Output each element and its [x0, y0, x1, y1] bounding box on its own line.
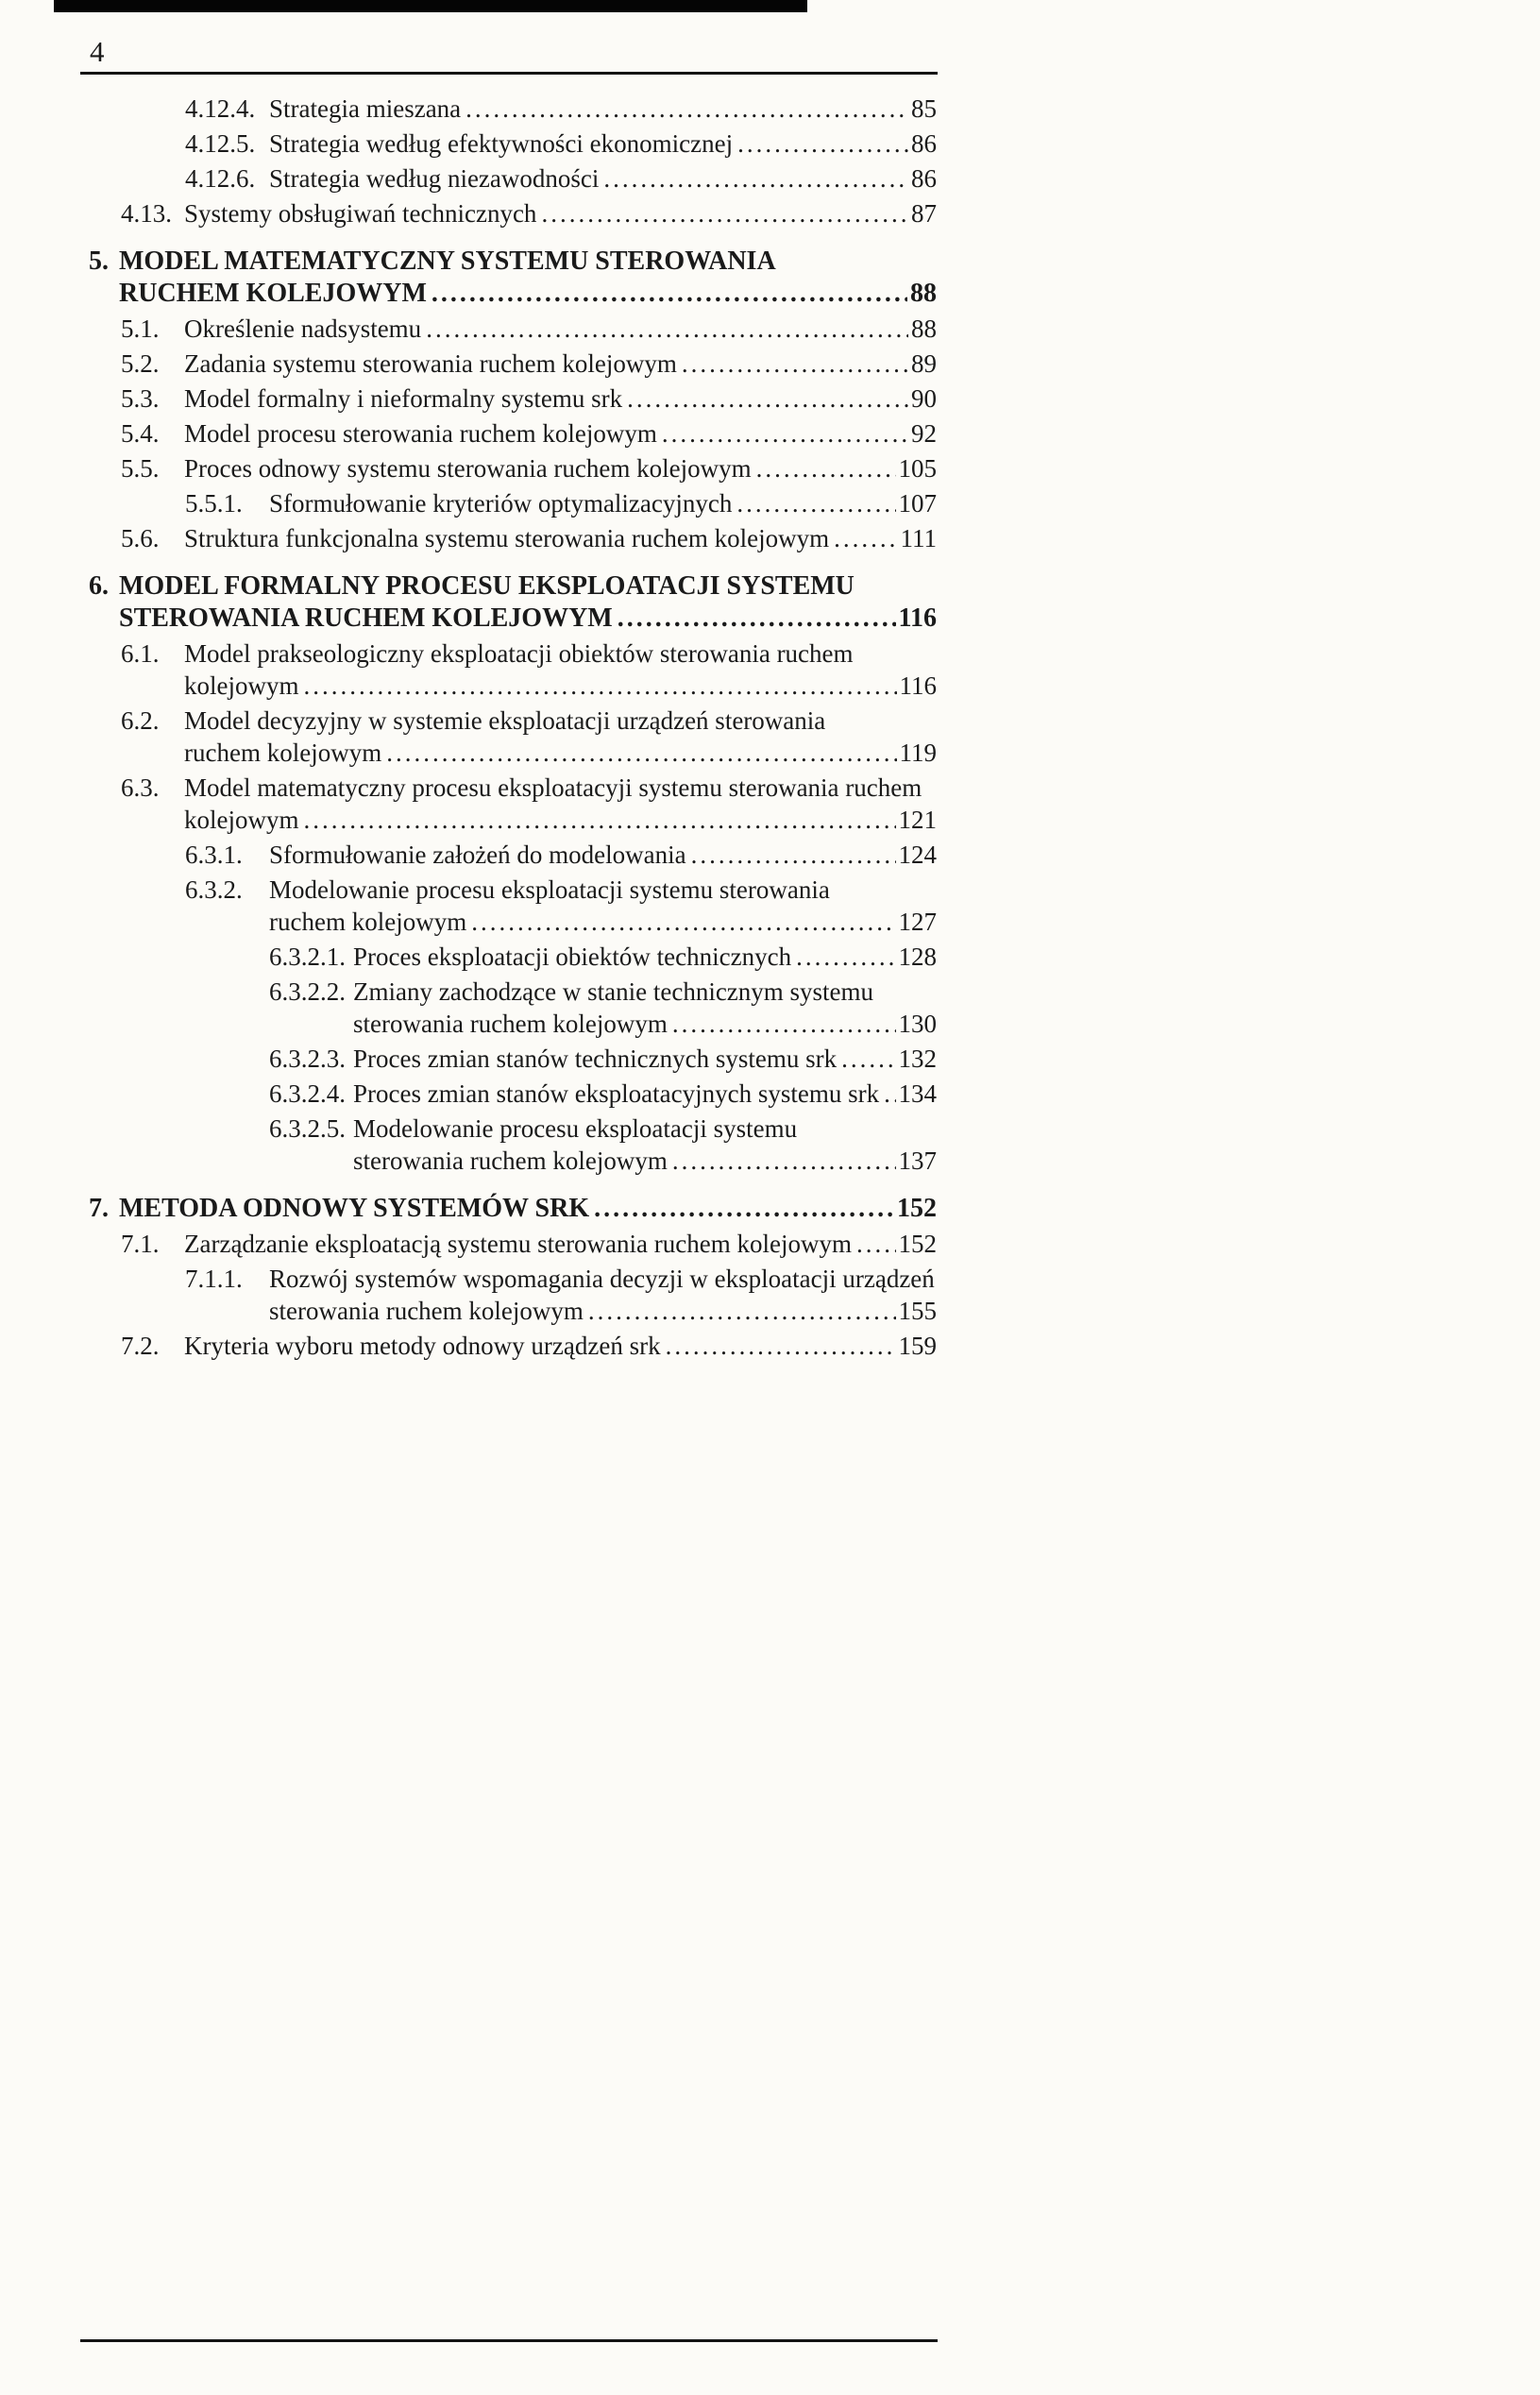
entry-number: 5.3. [121, 384, 160, 413]
entry-lastline [353, 1043, 937, 1075]
entry-title: Określenie nadsystemu [184, 314, 422, 343]
entry-lastline [353, 1078, 937, 1110]
entry-body [119, 1193, 937, 1225]
entry-page-number: 121 [898, 806, 937, 834]
entry-body [184, 1330, 937, 1362]
entry-body [353, 1113, 937, 1177]
entry-title-line: Modelowanie procesu eksploatacji systemu [353, 1114, 798, 1143]
entry-number: 5. [89, 246, 109, 276]
entry-title: Kryteria wyboru metody odnowy urządzeń srk [184, 1332, 661, 1360]
toc-entry [89, 941, 937, 973]
entry-lastline [184, 1330, 937, 1362]
entry-title: sterowania ruchem kolejowym [269, 1297, 584, 1325]
toc-entry [89, 382, 937, 415]
entry-page-number: 107 [898, 489, 937, 518]
entry-prelines [269, 1263, 937, 1295]
entry-title: Sformułowanie założeń do modelowania [269, 841, 686, 869]
toc-entry [89, 839, 937, 871]
toc-entry [89, 705, 937, 769]
entry-body [353, 941, 937, 973]
entry-page-number: 89 [911, 349, 937, 378]
toc-entry [89, 772, 937, 836]
scan-artifact-top [54, 0, 807, 12]
entry-title: kolejowym [184, 671, 299, 700]
entry-title: Model formalny i nieformalny systemu srk [184, 384, 623, 413]
entry-page-number: 124 [898, 841, 937, 869]
entry-body [184, 705, 937, 769]
entry-number: 6.1. [121, 639, 160, 668]
entry-lastline [269, 127, 937, 160]
leader-dots [618, 603, 896, 635]
entry-title: STEROWANIA RUCHEM KOLEJOWYM [119, 603, 613, 633]
entry-page-number: 130 [898, 1010, 937, 1038]
toc-entry [89, 1043, 937, 1075]
entry-number: 5.5. [121, 454, 160, 483]
toc-entry [89, 197, 937, 229]
entry-page-number: 88 [911, 314, 937, 343]
entry-lastline [353, 1145, 937, 1177]
entry-page-number: 116 [898, 603, 937, 633]
toc-entry [89, 246, 937, 310]
entry-number: 4.12.5. [185, 129, 256, 158]
toc-entry [89, 874, 937, 938]
entry-lastline [184, 737, 937, 769]
entry-page-number: 132 [898, 1045, 937, 1073]
entry-number: 6.3.2. [185, 875, 243, 904]
entry-title: Proces eksploatacji obiektów technicznych [353, 943, 792, 971]
toc-entry [89, 93, 937, 125]
leader-dots [672, 1145, 896, 1177]
entry-number: 4.12.6. [185, 164, 256, 193]
entry-body [119, 246, 937, 310]
entry-lastline [184, 417, 937, 450]
entry-page-number: 86 [911, 164, 937, 193]
entry-body [184, 197, 937, 229]
entry-number: 4.12.4. [185, 94, 256, 123]
toc-entry [89, 637, 937, 702]
entry-page-number: 87 [911, 199, 937, 228]
entry-title-line: Model decyzyjny w systemie eksploatacji urządzeń sterowania [184, 706, 826, 735]
entry-number: 7. [89, 1194, 109, 1223]
toc-entry [89, 348, 937, 380]
entry-title: sterowania ruchem kolejowym [353, 1147, 668, 1175]
header-rule [80, 72, 938, 75]
entry-lastline [269, 906, 937, 938]
entry-lastline [269, 487, 937, 519]
entry-page-number: 88 [910, 279, 937, 308]
entry-lastline [119, 1193, 937, 1225]
leader-dots [682, 348, 908, 380]
entry-title-line: Model matematyczny procesu eksploatacyji systemu sterowania ruchem [184, 773, 922, 802]
entry-number: 6.3.2.4. [269, 1079, 346, 1108]
entry-number: 7.2. [121, 1332, 160, 1360]
toc-entry [89, 522, 937, 554]
leader-dots [672, 1008, 896, 1040]
leader-dots [471, 906, 895, 938]
toc-entry [89, 570, 937, 635]
entry-page-number: 90 [911, 384, 937, 413]
entry-prelines [119, 570, 937, 603]
leader-dots [662, 417, 908, 450]
entry-title: Systemy obsługiwań technicznych [184, 199, 537, 228]
entry-page-number: 152 [897, 1194, 937, 1223]
entry-body [269, 93, 937, 125]
table-of-contents [89, 93, 937, 1365]
entry-number: 6.3.2.1. [269, 943, 346, 971]
leader-dots [627, 382, 908, 415]
leader-dots [594, 1193, 894, 1225]
entry-lastline [353, 941, 937, 973]
toc-entry [89, 452, 937, 484]
entry-prelines [184, 705, 937, 737]
leader-dots [465, 93, 908, 125]
entry-lastline [269, 93, 937, 125]
leader-dots [756, 452, 896, 484]
entry-page-number: 86 [911, 129, 937, 158]
toc-entry [89, 1078, 937, 1110]
entry-lastline [184, 348, 937, 380]
entry-lastline [119, 278, 937, 310]
entry-body [184, 452, 937, 484]
leader-dots [426, 313, 908, 345]
entry-body [269, 839, 937, 871]
leader-dots [841, 1043, 895, 1075]
entry-title-line: Model prakseologiczny eksploatacji obiektów sterowania ruchem [184, 639, 854, 668]
entry-title: Proces zmian stanów technicznych systemu srk [353, 1045, 838, 1073]
entry-lastline [184, 804, 937, 836]
entry-prelines [269, 874, 937, 906]
entry-prelines [184, 637, 937, 670]
entry-title: ruchem kolejowym [269, 908, 467, 936]
entry-body [353, 1043, 937, 1075]
entry-title-line: Zmiany zachodzące w stanie technicznym systemu [353, 977, 874, 1006]
entry-lastline [184, 382, 937, 415]
leader-dots [736, 487, 895, 519]
entry-title: Sformułowanie kryteriów optymalizacyjnych [269, 489, 733, 518]
entry-body [353, 1078, 937, 1110]
leader-dots [884, 1078, 895, 1110]
entry-body [269, 874, 937, 938]
entry-title: Zadania systemu sterowania ruchem kolejowym [184, 349, 677, 378]
footer-rule [80, 2339, 938, 2342]
entry-title: Strategia mieszana [269, 94, 462, 123]
entry-title-line: Modelowanie procesu eksploatacji systemu sterowania [269, 875, 830, 904]
entry-page-number: 128 [898, 943, 937, 971]
entry-number: 5.2. [121, 349, 160, 378]
entry-page-number: 105 [898, 454, 937, 483]
entry-number: 6.3.2.3. [269, 1045, 346, 1073]
entry-page-number: 155 [898, 1297, 937, 1325]
entry-prelines [353, 1113, 937, 1145]
entry-number: 6.3.2.5. [269, 1114, 346, 1143]
leader-dots [691, 839, 896, 871]
entry-body [184, 1228, 937, 1260]
entry-body [184, 382, 937, 415]
entry-prelines [353, 976, 937, 1008]
leader-dots [666, 1330, 896, 1362]
entry-number: 5.4. [121, 419, 160, 448]
entry-title: Strategia według efektywności ekonomicznej [269, 129, 734, 158]
entry-lastline [184, 452, 937, 484]
leader-dots [737, 127, 908, 160]
entry-title: Zarządzanie eksploatacją systemu sterowania ruchem kolejowym [184, 1230, 852, 1258]
entry-body [269, 162, 937, 195]
entry-number: 7.1. [121, 1230, 160, 1258]
entry-title: Strategia według niezawodności [269, 164, 600, 193]
entry-number: 6.3.2.2. [269, 977, 346, 1006]
entry-body [269, 127, 937, 160]
entry-number: 7.1.1. [185, 1265, 243, 1293]
entry-lastline [269, 1295, 937, 1327]
entry-title: sterowania ruchem kolejowym [353, 1010, 668, 1038]
entry-body [184, 637, 937, 702]
entry-title: METODA ODNOWY SYSTEMÓW SRK [119, 1194, 590, 1223]
toc-entry [89, 417, 937, 450]
entry-body [184, 348, 937, 380]
entry-title: Struktura funkcjonalna systemu sterowania ruchem kolejowym [184, 524, 830, 552]
entry-prelines [119, 246, 937, 278]
entry-lastline [184, 197, 937, 229]
entry-page-number: 152 [898, 1230, 937, 1258]
toc-entry [89, 487, 937, 519]
entry-prelines [184, 772, 937, 804]
entry-page-number: 116 [899, 671, 937, 700]
entry-page-number: 119 [899, 739, 937, 767]
toc-entry [89, 313, 937, 345]
leader-dots [304, 804, 896, 836]
entry-page-number: 111 [900, 524, 937, 552]
entry-body [184, 772, 937, 836]
entry-number: 5.1. [121, 314, 160, 343]
entry-title-line: MODEL MATEMATYCZNY SYSTEMU STEROWANIA [119, 246, 776, 276]
entry-title: Model procesu sterowania ruchem kolejowym [184, 419, 657, 448]
leader-dots [796, 941, 895, 973]
entry-lastline [269, 162, 937, 195]
entry-title: ruchem kolejowym [184, 739, 382, 767]
toc-entry [89, 1263, 937, 1327]
entry-lastline [353, 1008, 937, 1040]
entry-title-line: Rozwój systemów wspomagania decyzji w eksploatacji urządzeń [269, 1265, 935, 1293]
toc-entry [89, 976, 937, 1040]
entry-number: 5.6. [121, 524, 160, 552]
toc-entry [89, 162, 937, 195]
entry-body [269, 1263, 937, 1327]
leader-dots [603, 162, 908, 195]
entry-lastline [184, 670, 937, 702]
entry-body [184, 417, 937, 450]
leader-dots [386, 737, 896, 769]
entry-body [184, 313, 937, 345]
toc-entry [89, 1330, 937, 1362]
entry-number: 6.2. [121, 706, 160, 735]
toc-entry [89, 1228, 937, 1260]
leader-dots [834, 522, 897, 554]
entry-number: 6.3.1. [185, 841, 243, 869]
entry-title: kolejowym [184, 806, 299, 834]
leader-dots [304, 670, 897, 702]
entry-lastline [184, 313, 937, 345]
toc-entry [89, 127, 937, 160]
toc-entry [89, 1193, 937, 1225]
entry-title: Proces zmian stanów eksploatacyjnych systemu srk [353, 1079, 880, 1108]
entry-title: Proces odnowy systemu sterowania ruchem kolejowym [184, 454, 752, 483]
leader-dots [432, 278, 907, 310]
leader-dots [588, 1295, 896, 1327]
entry-body [119, 570, 937, 635]
toc-entry [89, 1113, 937, 1177]
leader-dots [856, 1228, 896, 1260]
entry-title-line: MODEL FORMALNY PROCESU EKSPLOATACJI SYSTEMU [119, 571, 855, 601]
entry-number: 4.13. [121, 199, 172, 228]
entry-lastline [119, 603, 937, 635]
entry-title: RUCHEM KOLEJOWYM [119, 279, 427, 308]
entry-page-number: 134 [898, 1079, 937, 1108]
entry-number: 5.5.1. [185, 489, 243, 518]
entry-page-number: 159 [898, 1332, 937, 1360]
page-number-header: 4 [90, 35, 105, 68]
entry-page-number: 127 [898, 908, 937, 936]
entry-number: 6. [89, 571, 109, 601]
entry-body [269, 487, 937, 519]
entry-lastline [269, 839, 937, 871]
entry-body [353, 976, 937, 1040]
entry-page-number: 137 [898, 1147, 937, 1175]
entry-page-number: 85 [911, 94, 937, 123]
entry-lastline [184, 522, 937, 554]
entry-lastline [184, 1228, 937, 1260]
leader-dots [541, 197, 908, 229]
entry-page-number: 92 [911, 419, 937, 448]
entry-number: 6.3. [121, 773, 160, 802]
entry-body [184, 522, 937, 554]
